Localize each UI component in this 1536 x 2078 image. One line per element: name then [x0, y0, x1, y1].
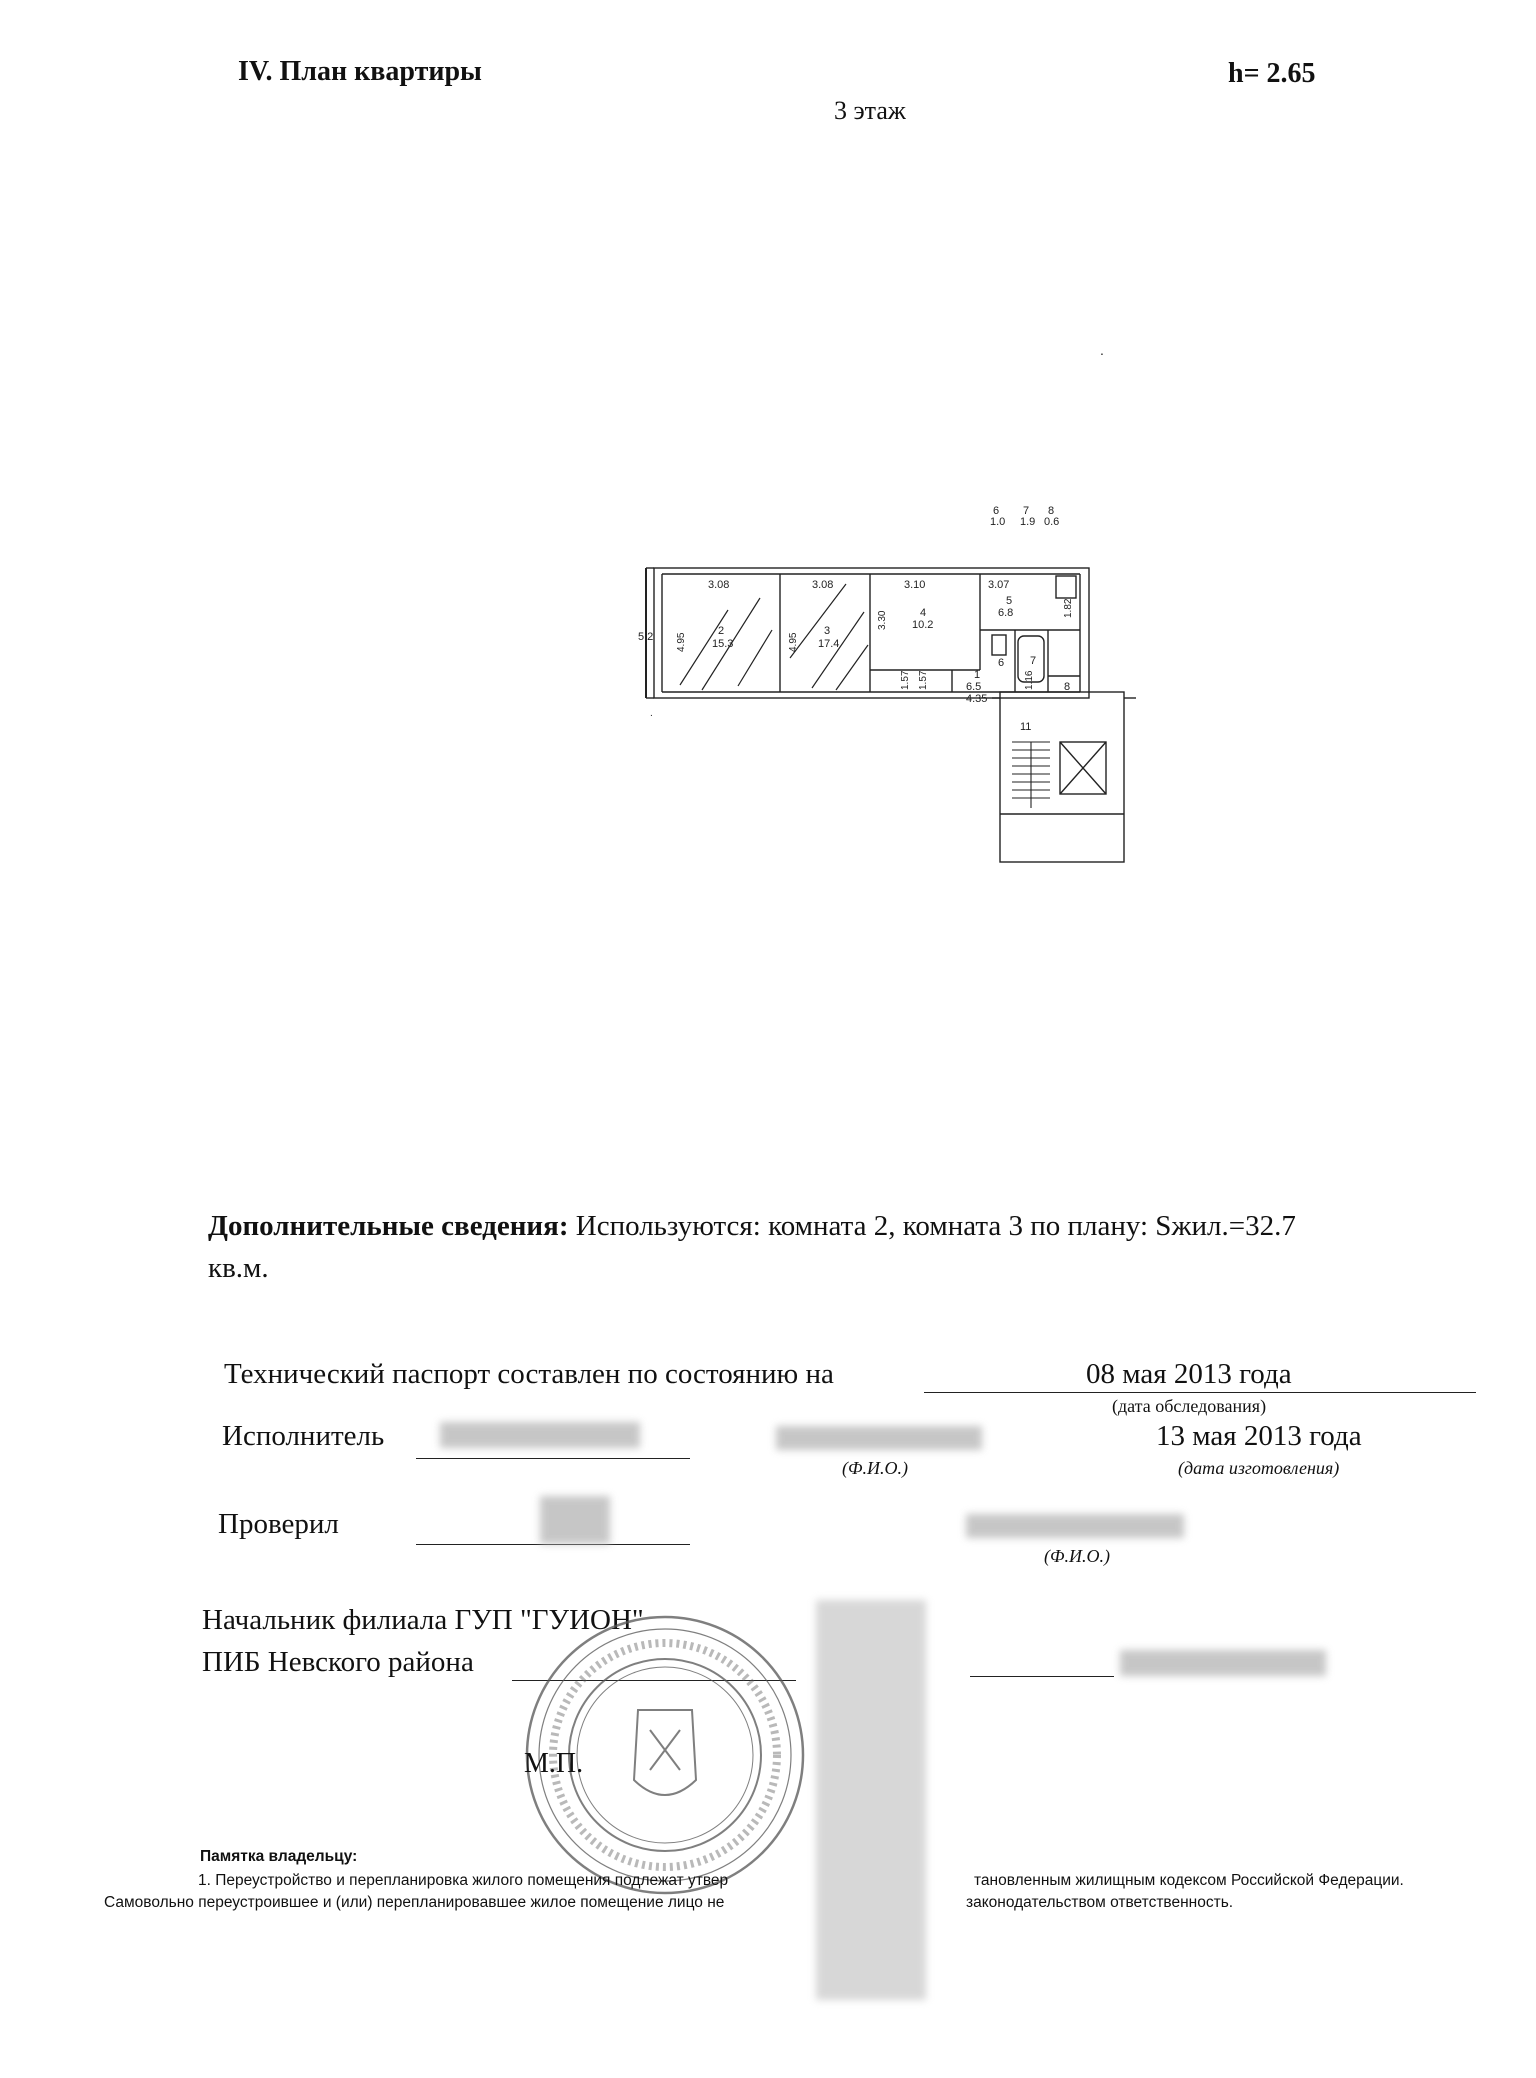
memo-line-1: 1. Переустройство и перепланировка жилого помещения подлежат утвер	[198, 1872, 729, 1889]
floor-plan	[638, 342, 1140, 880]
stove-fixture	[1056, 576, 1076, 598]
checked-label: Проверил	[218, 1508, 339, 1540]
floor-label: 3 этаж	[834, 96, 906, 125]
made-date: 13 мая 2013 года	[1156, 1420, 1362, 1452]
executor-signature-redacted	[440, 1422, 640, 1448]
dim-room2-depth: 4.95	[676, 632, 687, 652]
survey-date: 08 мая 2013 года	[1086, 1358, 1292, 1390]
svg-text:.: .	[650, 708, 653, 719]
survey-caption: (дата обследования)	[1112, 1396, 1267, 1416]
executor-label: Исполнитель	[222, 1420, 385, 1452]
dim-hall-width: 4.35	[966, 693, 988, 705]
additional-info-text: Используются: комната 2, комната 3 по плану: Sжил.=32.7	[575, 1210, 1296, 1242]
dim-room3-depth: 4.95	[788, 632, 799, 652]
dim-outer-depth: 5.2	[638, 631, 654, 643]
chief-line-2: ПИБ Невского района	[202, 1646, 474, 1678]
room-4-area: 10.2	[912, 619, 934, 631]
additional-info-text-2: кв.м.	[208, 1252, 269, 1284]
legend-num-8: 8	[1048, 505, 1055, 517]
closet-num: 8	[1064, 681, 1071, 693]
room-4-num: 4	[920, 607, 927, 619]
ceiling-height: h= 2.65	[1228, 58, 1316, 89]
fio-caption-2: (Ф.И.О.)	[1044, 1546, 1110, 1566]
executor-sign-line	[416, 1458, 690, 1459]
room-3-num: 3	[824, 625, 831, 637]
stamp-place: М.П.	[524, 1748, 584, 1779]
room-3-area: 17.4	[818, 638, 840, 650]
room-1-area: 6.5	[966, 681, 982, 693]
dim-room4-depth: 3.30	[877, 610, 888, 630]
executor-name-redacted	[776, 1426, 982, 1450]
room-2-area: 15.3	[712, 638, 734, 650]
checked-sign-line	[416, 1544, 690, 1545]
section-title: IV. План квартиры	[238, 56, 482, 87]
memo-line-2-end: законодательством ответственность.	[966, 1894, 1234, 1911]
room-width-4: 3.07	[988, 579, 1010, 591]
chief-line-1: Начальник филиала ГУП "ГУИОН"	[202, 1604, 644, 1636]
svg-text:.: .	[1100, 342, 1104, 358]
legend-area-7: 1.9	[1020, 516, 1036, 528]
legend-area-8: 0.6	[1044, 516, 1060, 528]
room-5-area: 6.8	[998, 607, 1014, 619]
state-label: Технический паспорт составлен по состоянию на	[224, 1358, 834, 1390]
checked-name-redacted	[966, 1514, 1184, 1538]
survey-date-line	[924, 1392, 1476, 1393]
additional-info	[208, 1210, 1296, 1243]
chief-name-line	[970, 1676, 1114, 1677]
dim-corridor-b: 1.57	[918, 670, 929, 690]
room-width-2: 3.08	[812, 579, 834, 591]
legend-area-6: 1.0	[990, 516, 1006, 528]
memo-title: Памятка владельцу:	[200, 1848, 358, 1865]
dim-bath-depth: 1.16	[1024, 670, 1035, 690]
stair-num: 11	[1020, 721, 1032, 733]
legend-num-7: 7	[1023, 505, 1030, 517]
memo-line-2: Самовольно переустроившее и (или) перепланировавшее жилое помещение лицо не	[104, 1894, 725, 1911]
room-5-num: 5	[1006, 595, 1013, 607]
made-caption: (дата изготовления)	[1178, 1458, 1340, 1478]
stairs	[1012, 742, 1050, 808]
room-width-3: 3.10	[904, 579, 926, 591]
chief-signature-redacted	[816, 1600, 926, 2000]
legend-num-6: 6	[993, 505, 1000, 517]
bath-num: 6	[998, 657, 1005, 669]
additional-info-label: Дополнительные сведения:	[208, 1210, 569, 1242]
room-1-num: 1	[974, 669, 981, 681]
chief-name-redacted	[1120, 1650, 1326, 1676]
sink-fixture	[992, 635, 1006, 655]
fio-caption-1: (Ф.И.О.)	[842, 1458, 908, 1478]
dim-corridor-a: 1.57	[900, 670, 911, 690]
memo-line-1-end: тановленным жилищным кодексом Российской Федерации.	[974, 1872, 1404, 1889]
hatching-room-3	[790, 584, 868, 690]
room-width-1: 3.08	[708, 579, 730, 591]
dim-kitchen-depth: 1.82	[1063, 598, 1074, 618]
room-2-num: 2	[718, 625, 725, 637]
wc-num: 7	[1030, 655, 1037, 667]
checked-signature-redacted	[540, 1496, 610, 1544]
